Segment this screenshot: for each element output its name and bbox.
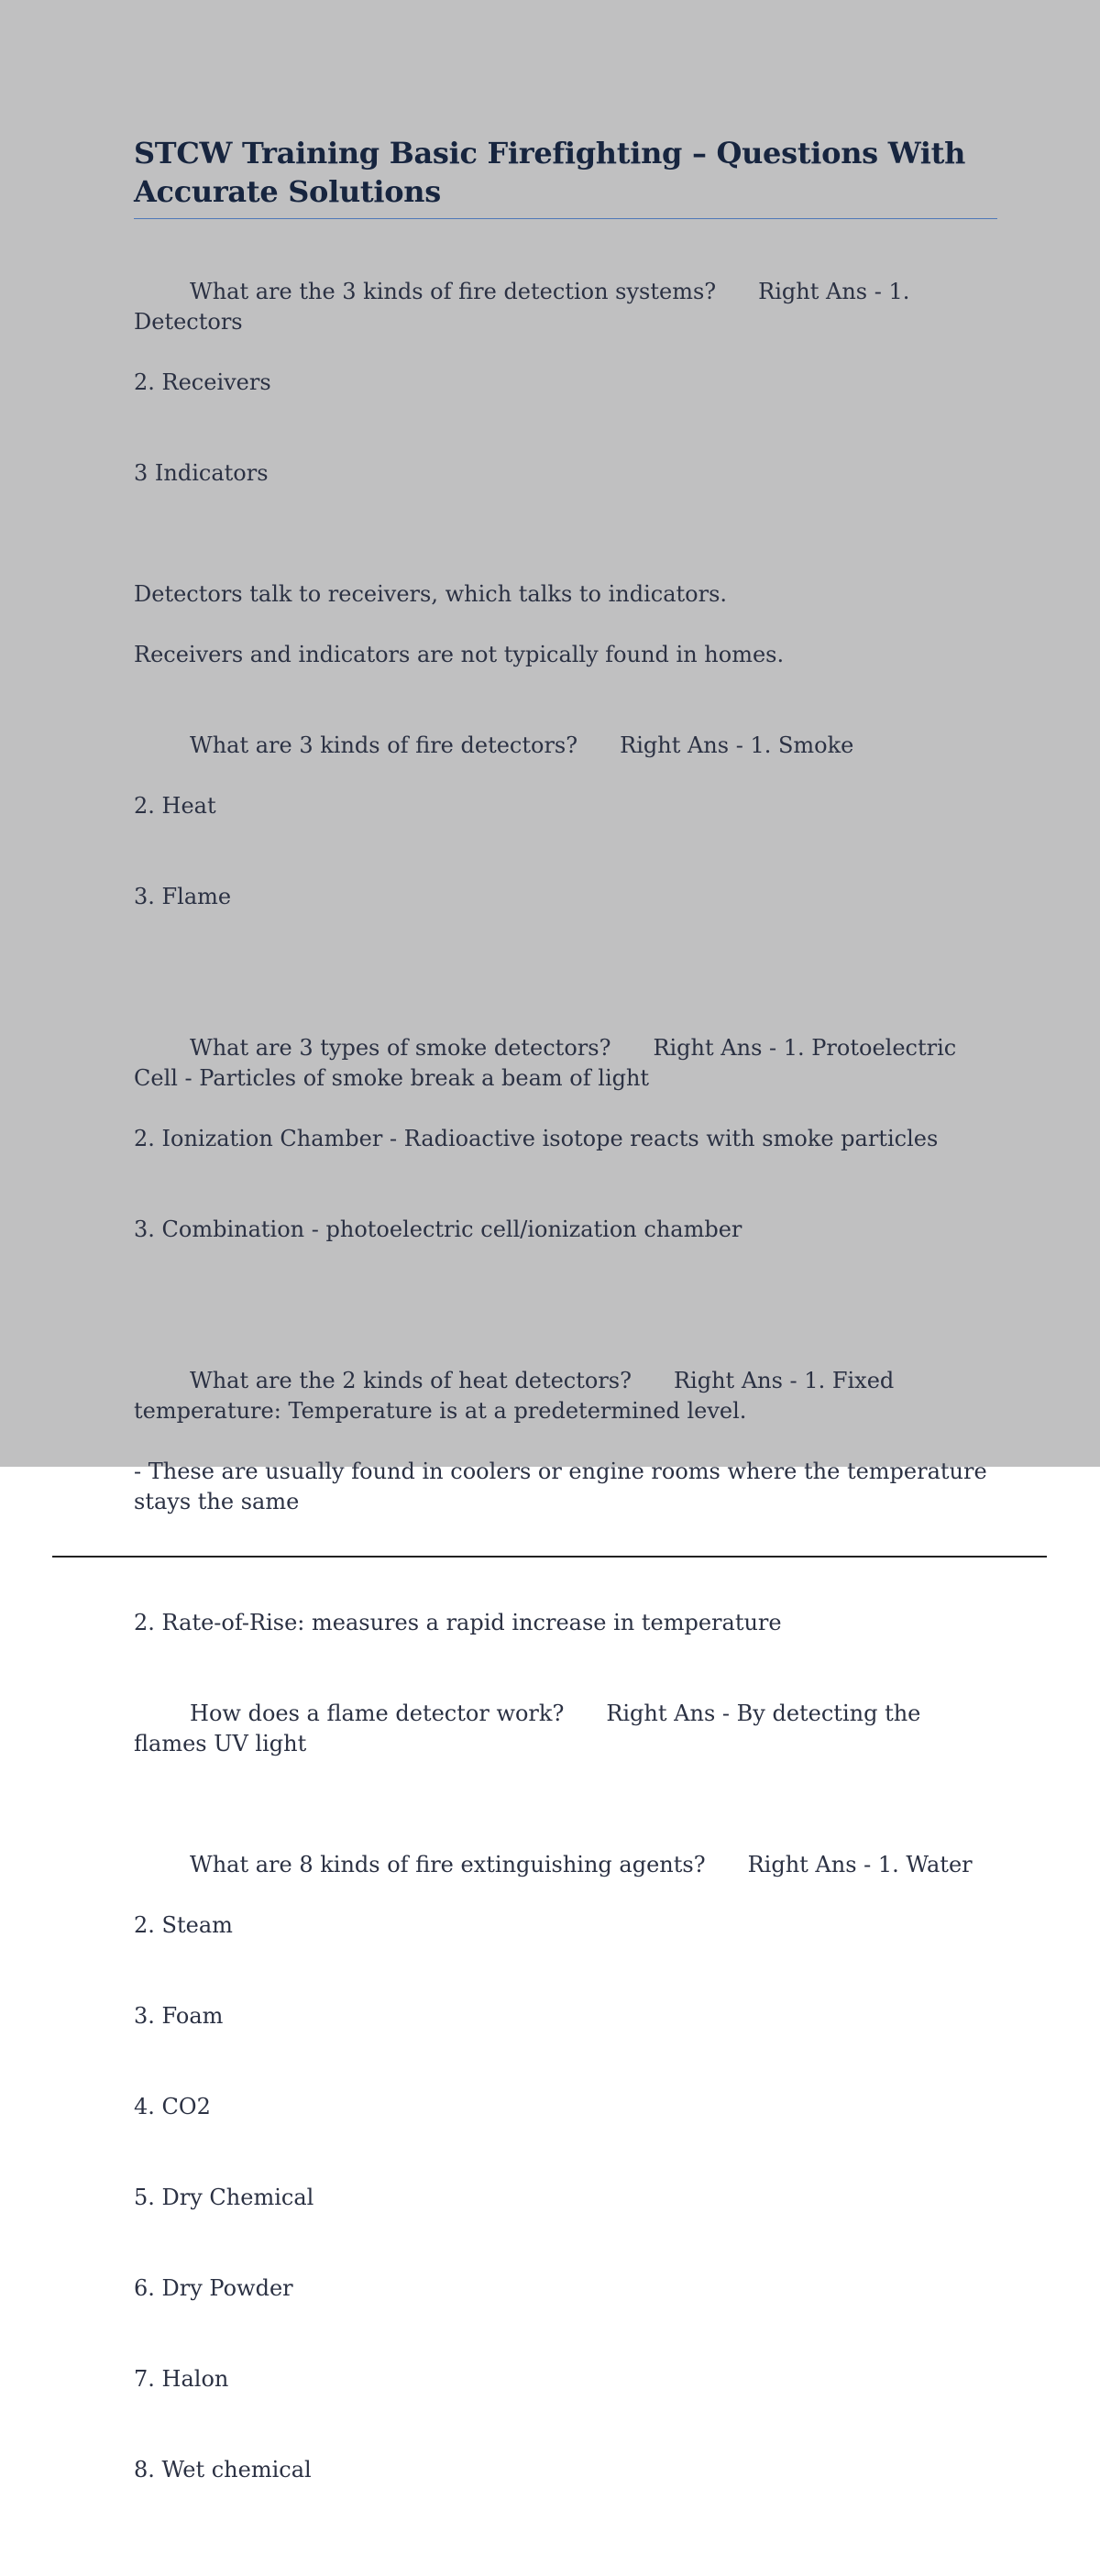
question-text: What are 3 kinds of fire detectors? bbox=[190, 732, 578, 758]
paragraph: Detectors talk to receivers, which talks to indicators. bbox=[134, 581, 728, 607]
answer-line: 3. Foam bbox=[134, 2003, 224, 2029]
qa-block bbox=[134, 1003, 997, 1305]
page-content bbox=[134, 134, 997, 2576]
answer-line: 2. Receivers bbox=[134, 369, 271, 395]
answer-line: 3. Flame bbox=[134, 884, 232, 909]
answer-line: - These are usually found in coolers or engine rooms where the temperature stays the same bbox=[134, 1459, 995, 1514]
answer-line: 3 Indicators bbox=[134, 460, 269, 486]
qa-block bbox=[134, 1336, 997, 1578]
answer-line: 8. Wet chemical bbox=[134, 2457, 312, 2482]
answer-line: 2. Steam bbox=[134, 1912, 233, 1938]
answer-text: Right Ans - 1. Protoelectric Cell - Particles of smoke break a beam of light bbox=[134, 1035, 963, 1091]
qa-block bbox=[134, 247, 997, 549]
qa-block bbox=[134, 700, 997, 973]
answer-line: 4. CO2 bbox=[134, 2094, 211, 2119]
answer-text: Right Ans - By detecting the flames UV light bbox=[134, 1701, 929, 1756]
question-text: What are 3 types of smoke detectors? bbox=[190, 1035, 611, 1061]
answer-text: Right Ans - 1. Fixed temperature: Temperature is at a predetermined level. bbox=[134, 1368, 901, 1424]
qa-block bbox=[134, 1820, 997, 2546]
answer-text: Right Ans - 1. Water bbox=[747, 1852, 973, 1877]
answer-text: Right Ans - 1. Detectors bbox=[134, 279, 917, 335]
answer-line: 3. Combination - photoelectric cell/ionization chamber bbox=[134, 1216, 742, 1242]
document-title: STCW Training Basic Firefighting – Questions With Accurate Solutions bbox=[134, 134, 997, 219]
answer-line: 5. Dry Chemical bbox=[134, 2185, 314, 2210]
question-text: What are the 3 kinds of fire detection systems? bbox=[190, 279, 717, 304]
question-text: What are 8 kinds of fire extinguishing agents? bbox=[190, 1852, 706, 1877]
qa-block bbox=[134, 1668, 997, 1789]
answer-line: 7. Halon bbox=[134, 2366, 229, 2392]
question-text: What are the 2 kinds of heat detectors? bbox=[190, 1368, 632, 1393]
paragraph: Receivers and indicators are not typically found in homes. bbox=[134, 642, 785, 667]
answer-line: 2. Ionization Chamber - Radioactive isotope reacts with smoke particles bbox=[134, 1126, 939, 1151]
footer-rule bbox=[52, 1556, 1047, 1558]
answer-line: 6. Dry Powder bbox=[134, 2275, 293, 2301]
answer-text: Right Ans - 1. Smoke bbox=[620, 732, 854, 758]
answer-line: 2. Heat bbox=[134, 793, 216, 819]
document-body bbox=[134, 247, 997, 2546]
paragraph: 2. Rate-of-Rise: measures a rapid increase in temperature bbox=[134, 1610, 782, 1635]
question-text: How does a flame detector work? bbox=[190, 1701, 565, 1726]
